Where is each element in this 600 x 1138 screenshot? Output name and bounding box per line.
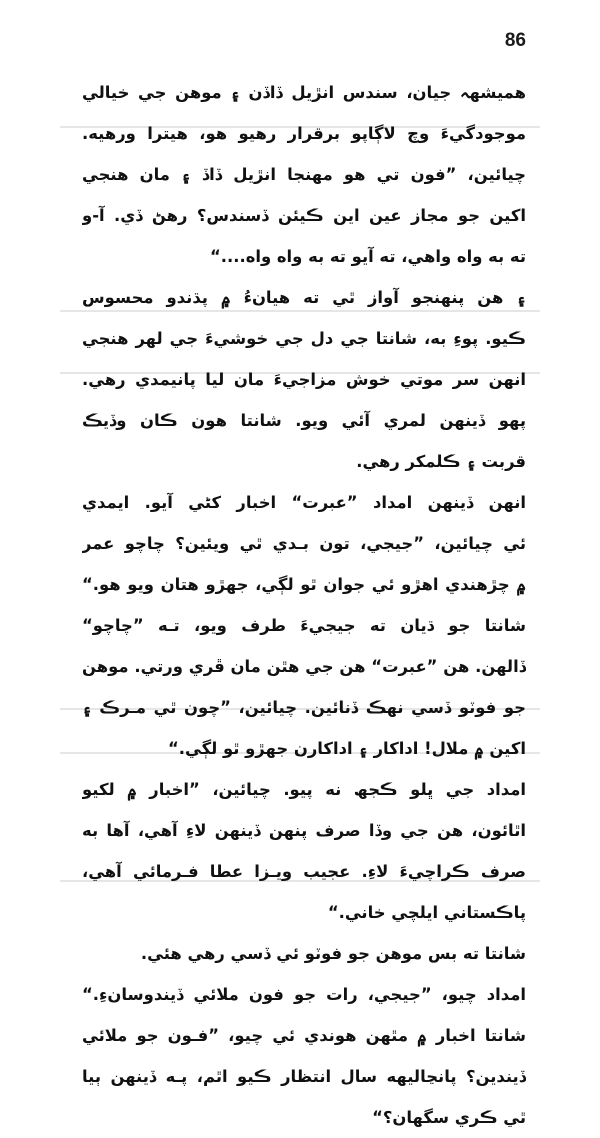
text-line: همیشهہ جیان، سندس انڙیل ڏاڏن ۽ موهن جي خيالي bbox=[82, 83, 526, 102]
text-line: ڏيندين؟ پانڃاليهه سال انتظار ڪيو اٿم، پـه ڏينهن ٻيا bbox=[82, 1067, 526, 1086]
text-line: صرف ڪراچيءَ لاءِ. عجيب ويـزا عطا فـرمائي آهي، bbox=[82, 862, 526, 881]
text-line: شانتا اخبار ۾ مٿهن هوندي ئي چيو، ”فـون جو ملائي bbox=[82, 1026, 526, 1045]
text-line: ڏالهن. هن ”عبرت“ هن جي هٿن مان ڦري ورتي. موهن bbox=[82, 657, 526, 676]
text-line: شانتا ته بس موهن جو فوٽو ئي ڏسي رهي هئي. bbox=[140, 944, 526, 963]
text-line: پهو ڏينهن لمري آئي ويو. شانتا هون ڪان وڏيڪ bbox=[82, 411, 526, 430]
text-line: جو فوٽو ڏسي نهڪ ڏنائين. چيائين، ”چون ٿي مـرڪ ۽ bbox=[82, 698, 526, 717]
text-line: ٿي ڪري سگهان؟“ bbox=[372, 1108, 526, 1127]
text-line: پاڪستاني ايلچي خاني.“ bbox=[327, 903, 526, 922]
text-line: ۾ چڙهندي اهڙو ئي جوان ٿو لڳي، جهڙو هتان ويو هو.“ bbox=[82, 575, 526, 594]
body-text bbox=[82, 72, 526, 1138]
text-line: اکين ۾ ملال! اداکار ۽ اداکارن جهڙو ٿو لڳي.“ bbox=[168, 739, 526, 758]
text-line: امداد چيو، ”جيجي، رات جو فون ملائي ڏيندوسانءِ.“ bbox=[82, 985, 526, 1004]
text-line: اٿائون، هن جي وڏا صرف پنهن ڏينهن لاءِ آهي، آها به bbox=[82, 821, 526, 840]
text-line: امداد جي ڀلو ڪجھ نه پيو. چيائين، ”اخبار ۾ لکيو bbox=[82, 780, 526, 799]
text-line: موجودگيءَ وچ لاڳاپو برقرار رهيو هو، هيترا ورهيه. bbox=[82, 124, 526, 143]
text-line: انهن ڏينهن امداد ”عبرت“ اخبار کڻي آيو. ايمدي bbox=[82, 493, 526, 512]
text-line: انهن سر موتي خوش مزاجيءَ مان ليا پانيمدي رهي. bbox=[82, 370, 526, 389]
text-line: ۽ هن پنهنجو آواز ٿي ته هيانءُ ۾ پڌندو محسوس bbox=[82, 288, 526, 307]
text-line: چيائين، ”فون تي هو مهنجا انڙیل ڏاڏ ۽ مان هنجي bbox=[82, 165, 526, 184]
text-line: ڪيو. پوءِ به، شانتا جي دل جي خوشيءَ جي لهر هنجي bbox=[82, 329, 526, 348]
text-line: شانتا جو ڌيان ته جيجيءَ طرف ويو، تـه ”چاچو“ bbox=[82, 616, 526, 635]
text-line: ته به واه واهي، ته آيو ته به واه واه....“ bbox=[210, 247, 526, 266]
text-line: ئي چيائين، ”جيجي، تون بـدي ٿي ويئين؟ چاچو عمر bbox=[82, 534, 526, 553]
text-line: اکين جو مجاز عين اين ڪيئن ڏسندس؟ رهڻ ڏي. آ-و bbox=[82, 206, 526, 225]
page-number: 86 bbox=[504, 30, 526, 51]
text-line: قربت ۽ ڪلمکر رهي. bbox=[356, 452, 526, 471]
